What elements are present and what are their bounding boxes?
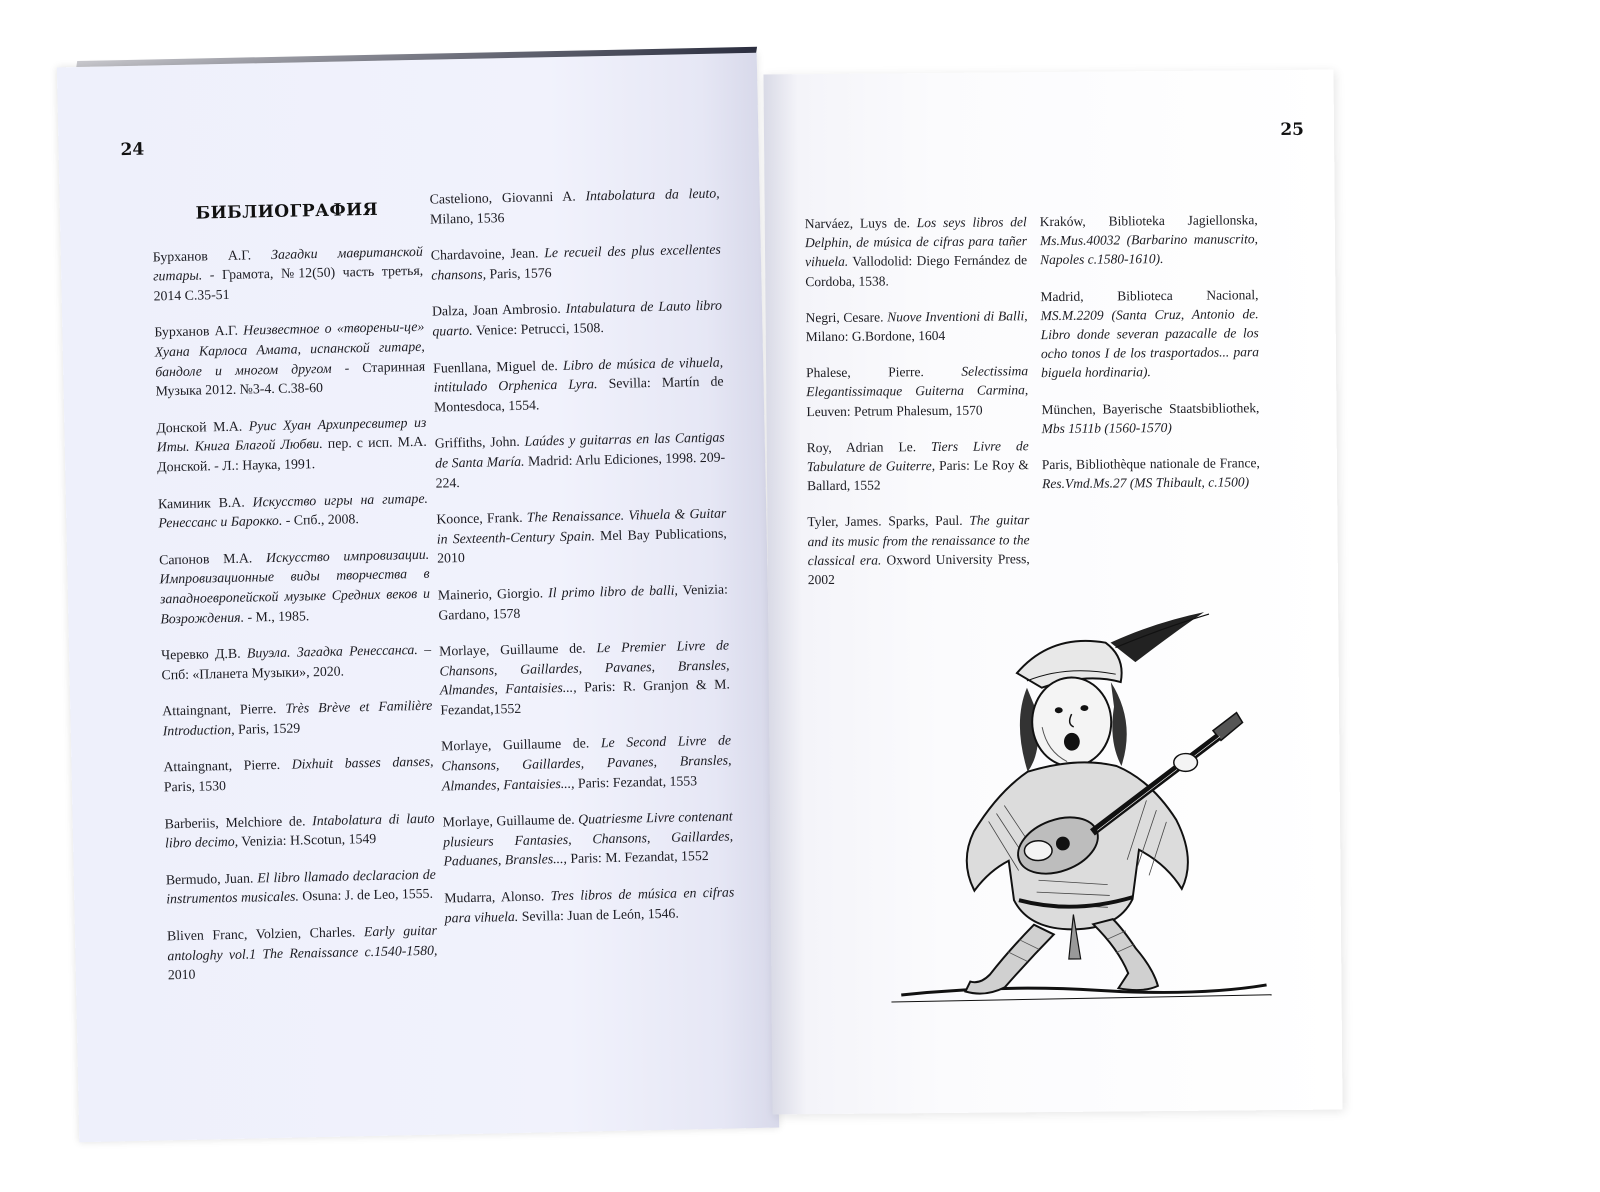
entry-author: Черевко Д.В. xyxy=(160,645,248,663)
entry-title: Early guitar antologhy vol.1 The Renaissance c.1540-1580, xyxy=(167,922,438,963)
bibliography-entry xyxy=(805,212,1028,291)
entry-title: Tiers Livre de Tabulature de Guiterre, xyxy=(806,438,1029,475)
entry-author: Paris, Bibliothèque nationale de France, xyxy=(1041,455,1260,473)
entry-title: Res.Vmd.Ms.27 (MS Thibault, c.1500) xyxy=(1041,474,1250,492)
entry-publication: Paris, 1530 xyxy=(163,778,227,795)
bibliography-entry xyxy=(167,921,438,985)
entry-publication: Vallodolid: Diego Fernández de Cordoba, 1538. xyxy=(805,252,1028,289)
entry-author: Barberiis, Melchiore de. xyxy=(164,812,313,832)
entry-title: Виуэла. Загадка Ренессанса. xyxy=(246,642,418,661)
entry-publication: Paris: Fezandat, 1553 xyxy=(574,772,698,791)
entry-author: Roy, Adrian Le. xyxy=(806,438,932,455)
page-number-left: 24 xyxy=(120,139,145,161)
guitar-player-engraving-icon xyxy=(878,600,1277,1021)
left-column-2 xyxy=(429,184,735,945)
entry-publication: - Старинная Музыка 2012. №3-4. С.38-60 xyxy=(155,358,426,399)
entry-title: Intabulatura de Lauto libro quarto. xyxy=(432,297,723,339)
left-page xyxy=(57,53,779,1142)
entry-author: Bliven Franc, Volzien, Charles. xyxy=(166,924,365,944)
bibliography-entry xyxy=(443,807,734,872)
bibliography-entry xyxy=(444,882,735,927)
entry-author: Mudarra, Alonso. xyxy=(444,888,551,906)
entry-title: Tres libros de música en cifras para vihuela. xyxy=(444,884,735,926)
bibliography-entry xyxy=(1040,285,1259,383)
entry-title: Los seys libros del Delphin, de música de cifras para tañer vihuela. xyxy=(804,214,1028,270)
entry-publication: Sevilla: Juan de León, 1546. xyxy=(518,905,679,924)
entry-publication: Oxword University Press, 2002 xyxy=(807,551,1030,588)
bibliography-entry xyxy=(807,511,1030,590)
bibliography-entry xyxy=(432,296,723,341)
entry-title: Неизвестное о «твореньи-це» Хуана Карлоса Амата, испанской гитаре, бандоле и многом другом xyxy=(154,319,425,380)
bibliography-entry xyxy=(1041,398,1259,438)
bibliography-entry xyxy=(1040,210,1258,270)
entry-publication: Milano, 1536 xyxy=(429,209,505,227)
bibliography-entry xyxy=(158,488,429,533)
entry-author: Донской М.А. xyxy=(156,418,249,436)
entry-publication: Mel Bay Publications, 2010 xyxy=(437,525,727,566)
entry-publication: Osuna: J. de Leo, 1555. xyxy=(298,886,434,904)
entry-publication: пер. с исп. М.А. Донской. - Л.: Наука, 1991. xyxy=(157,434,427,475)
bibliography-entry xyxy=(162,696,433,741)
entry-publication: - Грамота, №12(50) часть третья, 2014 С.35-51 xyxy=(153,263,424,304)
bibliography-entry xyxy=(436,504,727,569)
bibliography-entry xyxy=(163,752,434,797)
bibliography-entry xyxy=(431,240,722,285)
bibliography-entry xyxy=(429,184,720,229)
entry-author: Каминик В.А. xyxy=(157,493,253,511)
entry-title: The guitar and its music from the renaissance to the classical era. xyxy=(807,512,1030,568)
entry-title: MS.M.2209 (Santa Cruz, Antonio de. Libro donde severan pazacalle de los ocho tonos I de los trasportados... para biguela hordinaria). xyxy=(1040,306,1259,381)
entry-title: Ms.Mus.40032 (Barbarino manuscrito, Napoles c.1580-1610). xyxy=(1039,231,1258,268)
entry-title: Intabolatura di lauto libro decimo, xyxy=(164,810,435,851)
entry-author: Бурханов А.Г. xyxy=(152,246,272,265)
bibliography-entry xyxy=(807,436,1029,496)
bibliography-entry xyxy=(439,636,731,720)
bibliography-entry xyxy=(156,413,427,477)
bibliography-entry xyxy=(1042,453,1260,493)
entry-author: Attaingnant, Pierre. xyxy=(163,757,292,775)
entry-publication: Paris: R. Granjon & M. Fezandat,1552 xyxy=(440,676,731,718)
entry-author: Kraków, Biblioteka Jagiellonska, xyxy=(1039,212,1258,230)
entry-author: Attaingnant, Pierre. xyxy=(162,701,286,719)
entry-author: Koonce, Frank. xyxy=(436,509,527,527)
entry-publication: Milano: G.Bordone, 1604 xyxy=(805,327,946,345)
bibliography-entry xyxy=(806,306,1028,346)
entry-author: Griffiths, John. xyxy=(434,434,525,451)
entry-title: Le Second Livre de Chansons, Gaillardes, Pavanes, Bransles, Almandes, Fantaisies..., xyxy=(441,732,732,794)
entry-publication: Paris, 1529 xyxy=(234,720,301,737)
entry-title: Le recueil des plus excellentes chansons, xyxy=(431,241,721,283)
entry-title: Dixhuit basses danses, xyxy=(291,754,434,773)
bibliography-entry xyxy=(806,361,1028,421)
entry-author: Negri, Cesare. xyxy=(805,309,888,325)
bibliography-entry xyxy=(433,352,724,417)
entry-title: Искусство импровизации. Импровизационные виды творчества в западноевропейской музыке Средних веков и Возрождения. xyxy=(159,546,431,626)
entry-author: Fuenllana, Miguel de. xyxy=(433,357,564,376)
entry-title: Laúdes y guitarras en las Cantigas de Santa María. xyxy=(435,429,725,471)
entry-publication: - М., 1985. xyxy=(243,607,310,625)
bibliography-entry xyxy=(153,241,424,305)
bibliography-entry xyxy=(438,579,729,624)
entry-author: Mainerio, Giorgio. xyxy=(437,585,549,603)
bibliography-entry xyxy=(435,428,726,493)
entry-title: Загадки мавританской гитары. xyxy=(153,243,423,284)
entry-author: Narváez, Luys de. xyxy=(804,215,917,232)
entry-publication: Leuven: Petrum Phalesum, 1570 xyxy=(806,402,983,419)
entry-title: Nuove Inventioni di Balli, xyxy=(887,308,1028,325)
entry-publication: Paris: Le Roy & Ballard, 1552 xyxy=(806,457,1029,494)
entry-publication: - Спб., 2008. xyxy=(282,511,359,528)
entry-title: El libro llamado declaracion de instrumentos musicales. xyxy=(166,866,436,907)
entry-title: Libro de música de vihuela, intitulado Orphenica Lyra. xyxy=(433,354,724,395)
entry-author: Chardavoine, Jean. xyxy=(430,245,545,263)
entry-author: Tyler, James. Sparks, Paul. xyxy=(807,513,970,530)
entry-author: Morlaye, Guillaume de. xyxy=(438,640,597,659)
entry-author: Morlaye, Guillaume de. xyxy=(440,735,602,755)
entry-publication: Sevilla: Martín de Montesdoca, 1554. xyxy=(433,373,724,415)
entry-author: Сапонов М.А. xyxy=(158,549,267,568)
entry-author: Dalza, Joan Ambrosio. xyxy=(431,301,566,320)
bibliography-heading: БИБЛИОГРАФИЯ xyxy=(195,199,379,224)
entry-author: Madrid, Biblioteca Nacional, xyxy=(1040,286,1259,304)
entry-title: Il primo libro de balli, xyxy=(548,582,679,601)
entry-title: Intabolatura da leuto, xyxy=(585,185,720,204)
right-column-2 xyxy=(1040,210,1261,510)
entry-title: Искусство игры на гитаре. Ренессанс и Барокко. xyxy=(158,490,429,531)
bibliography-entry xyxy=(154,317,426,401)
entry-title: Quatriesme Livre contenant plusieurs Fantasies, Chansons, Gaillardes, Paduanes, Bransles..., xyxy=(442,808,734,869)
entry-publication: Venizia: H.Scotun, 1549 xyxy=(237,831,377,850)
entry-publication: Venizia: Gardano, 1578 xyxy=(438,581,729,623)
page-number-right: 25 xyxy=(1280,119,1305,140)
entry-publication: 2010 xyxy=(167,966,196,983)
entry-publication: Venice: Petrucci, 1508. xyxy=(472,320,604,338)
entry-publication: – Спб: «Планета Музыки», 2020. xyxy=(161,641,432,683)
entry-author: Бурханов А.Г. xyxy=(154,322,244,340)
entry-title: Très Brève et Familière Introduction, xyxy=(162,698,433,739)
entry-author: Bermudo, Juan. xyxy=(165,870,258,888)
entry-title: Selectissima Elegantissimaque Guiterna Carmina, xyxy=(806,363,1029,400)
right-column-1 xyxy=(805,212,1030,606)
entry-author: Phalese, Pierre. xyxy=(806,364,962,381)
bibliography-entry xyxy=(166,865,437,910)
entry-title: Руис Хуан Архипресвитер из Иты. Книга Благой Любви. xyxy=(156,414,427,455)
bibliography-entry xyxy=(164,808,435,853)
bibliography-entry xyxy=(159,544,431,628)
entry-title: Mbs 1511b (1560-1570) xyxy=(1041,419,1172,436)
entry-title: Le Premier Livre de Chansons, Gaillardes, Pavanes, Bransles, Almandes, Fantaisies..., xyxy=(439,637,730,698)
bibliography-entry xyxy=(161,640,432,685)
right-page xyxy=(763,70,1342,1115)
entry-publication: Paris: M. Fezandat, 1552 xyxy=(566,848,709,867)
entry-title: The Renaissance. Vihuela & Guitar in Sexteenth-Century Spain. xyxy=(436,505,727,547)
left-column-1 xyxy=(152,200,439,1002)
bibliography-entry xyxy=(441,731,732,796)
entry-publication: Madrid: Arlu Ediciones, 1998. 209-224. xyxy=(435,449,726,491)
entry-author: Morlaye, Guillaume de. xyxy=(442,811,579,830)
entry-publication: Paris, 1576 xyxy=(485,264,552,282)
entry-author: München, Bayerische Staatsbibliothek, xyxy=(1041,399,1260,417)
entry-author: Casteliono, Giovanni A. xyxy=(429,188,586,207)
